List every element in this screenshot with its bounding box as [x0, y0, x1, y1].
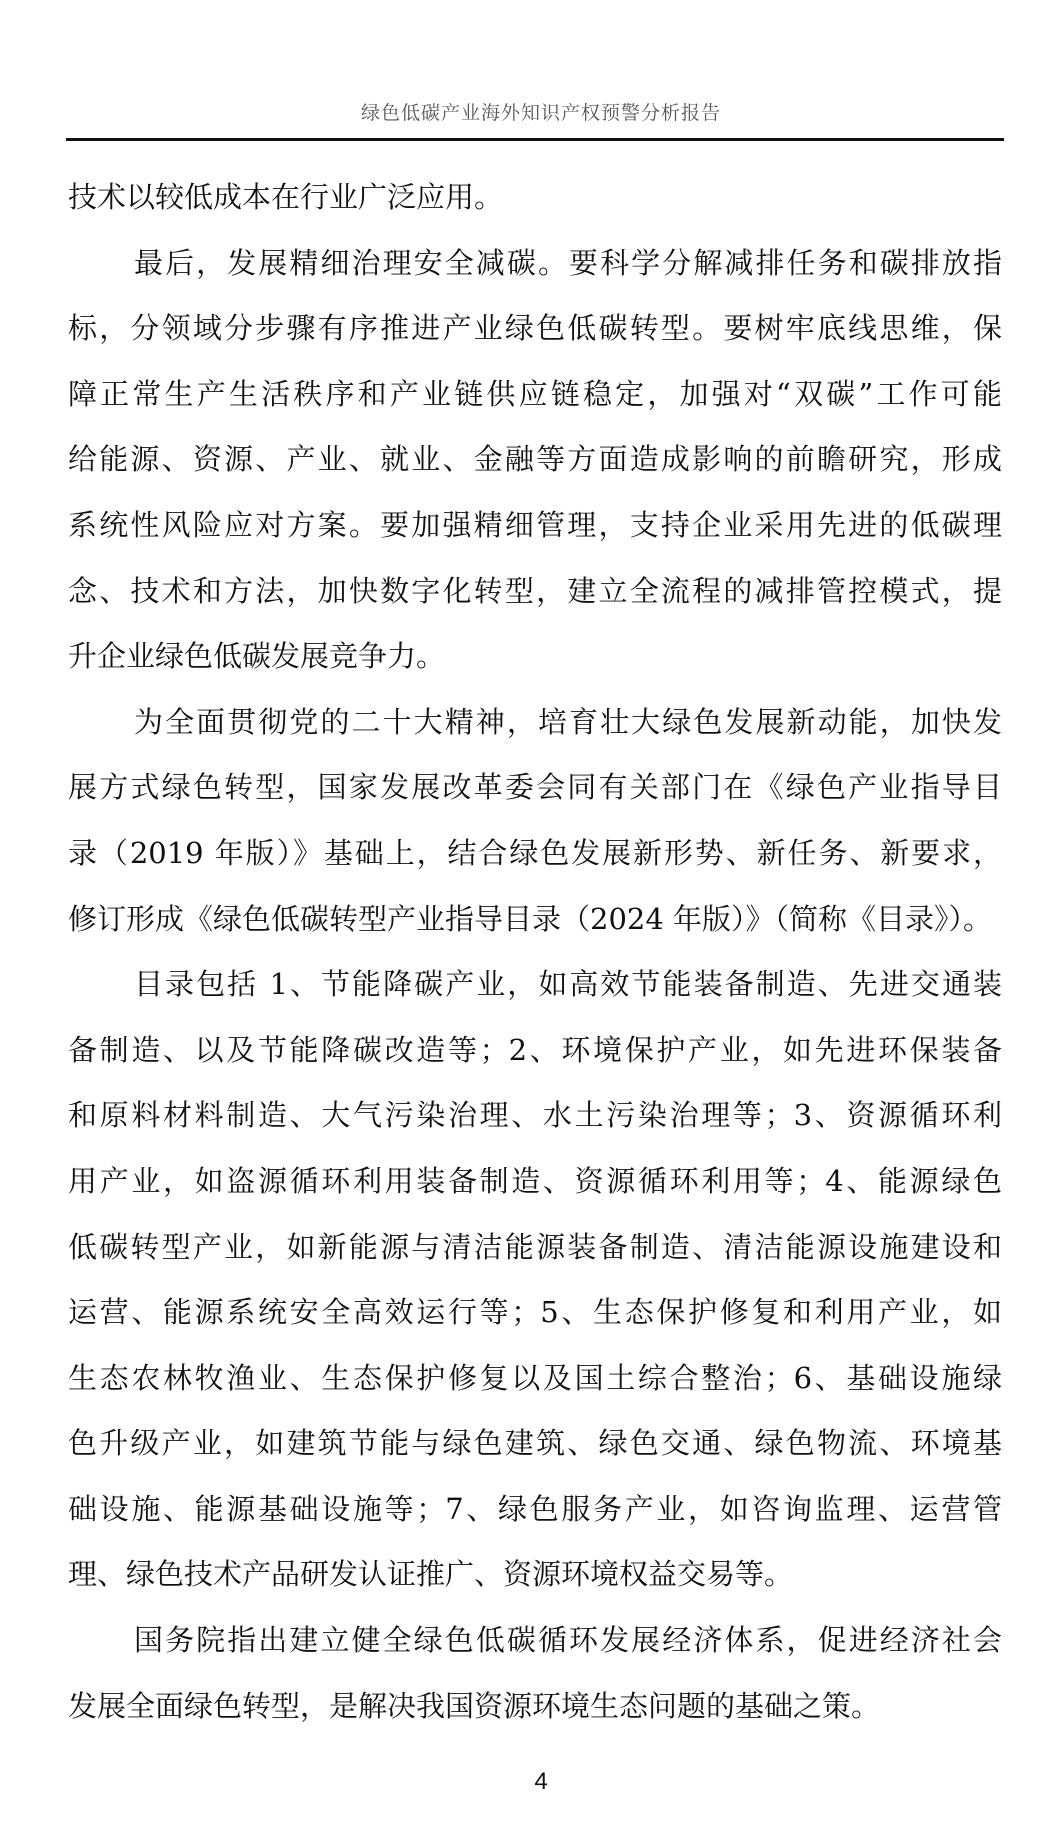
- text-line: 色升级产业，如建筑节能与绿色建筑、绿色交通、绿色物流、环境基: [68, 1426, 1002, 1461]
- text-line: 运营、能源系统安全高效运行等；5、生态保护修复和利用产业，如: [68, 1295, 1002, 1330]
- text-line: 最后，发展精细治理安全减碳。要科学分解减排任务和碳排放指: [134, 245, 1002, 280]
- text-line: 障正常生产生活秩序和产业链供应链稳定，加强对“双碳”工作可能: [68, 376, 1002, 411]
- paragraph: [68, 165, 1002, 231]
- text-line: 系统性风险应对方案。要加强精细管理，支持企业采用先进的低碳理: [68, 507, 1002, 542]
- text-line: 念、技术和方法，加快数字化转型，建立全流程的减排管控模式，提: [68, 573, 1002, 608]
- text-line: 技术以较低成本在行业广泛应用。: [68, 180, 504, 214]
- text-line: 升企业绿色低碳发展竞争力。: [68, 639, 446, 674]
- text-line: 发展全面绿色转型，是解决我国资源环境生态问题的基础之策。: [68, 1688, 881, 1723]
- paragraph: [68, 952, 1002, 1608]
- text-line: 生态农林牧渔业、生态保护修复以及国土综合整治；6、基础设施绿: [68, 1360, 1002, 1395]
- paragraph: [68, 690, 1002, 952]
- running-header: 绿色低碳产业海外知识产权预警分析报告: [360, 102, 721, 124]
- text-line: 础设施、能源基础设施等；7、绿色服务产业，如咨询监理、运营管: [68, 1491, 1002, 1526]
- text-line: 为全面贯彻党的二十大精神，培育壮大绿色发展新动能，加快发: [134, 704, 1002, 739]
- page-number: 4: [534, 1768, 548, 1795]
- text-line: 理、绿色技术产品研发认证推广、资源环境权益交易等。: [68, 1557, 794, 1592]
- paragraph: [68, 1608, 1002, 1739]
- document-body: [68, 165, 1002, 1739]
- text-line: 目录包括 1、节能降碳产业，如高效节能装备制造、先进交通装: [134, 967, 1002, 1002]
- header-rule: [66, 138, 1004, 141]
- text-line: 备制造、以及节能降碳改造等；2、环境保护产业，如先进环保装备: [68, 1032, 1002, 1067]
- paragraph: [68, 231, 1002, 690]
- text-line: 用产业，如盗源循环利用装备制造、资源循环利用等；4、能源绿色: [68, 1163, 1002, 1198]
- text-line: 国务院指出建立健全绿色低碳循环发展经济体系，促进经济社会: [134, 1623, 1002, 1658]
- text-line: 录（2019 年版）》基础上，结合绿色发展新形势、新任务、新要求，: [68, 835, 1002, 870]
- text-line: 低碳转型产业，如新能源与清洁能源装备制造、清洁能源设施建设和: [68, 1229, 1002, 1264]
- text-line: 展方式绿色转型，国家发展改革委会同有关部门在《绿色产业指导目: [68, 770, 1002, 805]
- text-line: 给能源、资源、产业、就业、金融等方面造成影响的前瞻研究，形成: [68, 442, 1002, 477]
- text-line: 修订形成《绿色低碳转型产业指导目录（2024 年版）》（简称《目录》）。: [68, 901, 993, 936]
- text-line: 和原料材料制造、大气污染治理、水土污染治理等；3、资源循环利: [68, 1098, 1002, 1133]
- text-line: 标，分领域分步骤有序推进产业绿色低碳转型。要树牢底线思维，保: [68, 311, 1002, 346]
